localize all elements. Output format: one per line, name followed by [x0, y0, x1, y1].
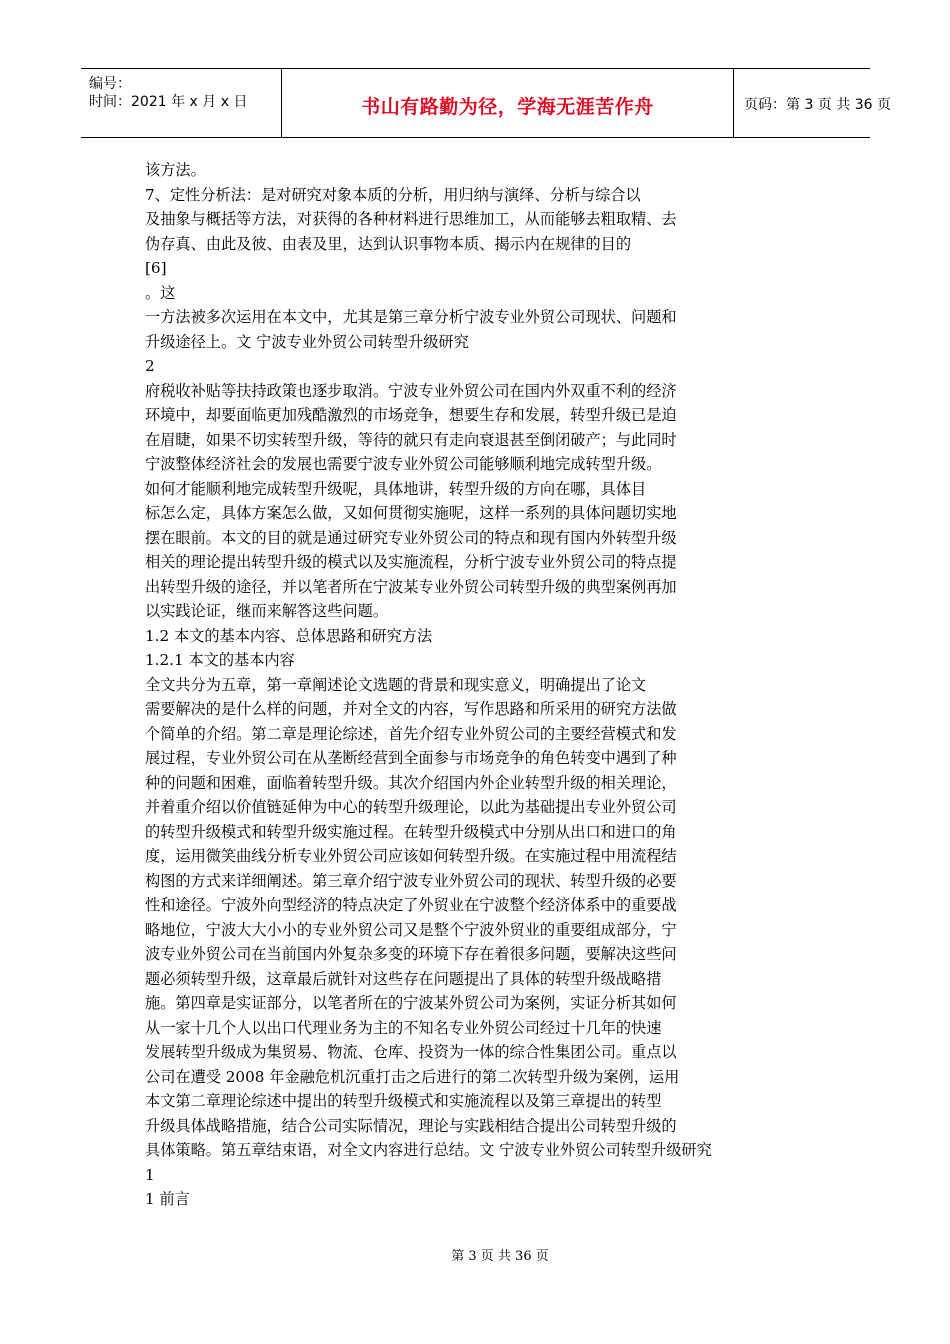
page-footer: 第 3 页 共 36 页	[451, 1249, 549, 1264]
body-line: 环境中，却要面临更加残酷激烈的市场竞争，想要生存和发展，转型升级已是迫	[145, 406, 677, 424]
body-line: 该方法。	[145, 161, 206, 179]
body-line: 本文第二章理论综述中提出的转型升级模式和实施流程以及第三章提出的转型	[145, 1092, 662, 1110]
header-motto: 书山有路勤为径，学海无涯苦作舟	[361, 96, 654, 118]
doc-number-label: 编号：	[89, 76, 131, 92]
body-line: 具体策略。第五章结束语，对全文内容进行总结。文 宁波专业外贸公司转型升级研究	[145, 1141, 712, 1159]
body-line: 并着重介绍以价值链延伸为中心的转型升级理论，以此为基础提出专业外贸公司	[145, 798, 677, 816]
header-right-cell	[734, 69, 891, 137]
body-line: 1.2.1 本文的基本内容	[145, 651, 295, 669]
body-line: 1.2 本文的基本内容、总体思路和研究方法	[145, 626, 433, 645]
header-left-cell	[81, 69, 281, 137]
body-line: 全文共分为五章，第一章阐述论文选题的背景和现实意义，明确提出了论文	[145, 675, 647, 694]
body-line: 摆在眼前。本文的目的就是通过研究专业外贸公司的特点和现有国内外转型升级	[145, 528, 677, 547]
body-line: 及抽象与概括等方法，对获得的各种材料进行思维加工，从而能够去粗取精、去	[145, 210, 677, 228]
body-line: 波专业外贸公司在当前国内外复杂多变的环境下存在着很多问题，要解决这些问	[145, 945, 677, 963]
body-line: 伪存真、由此及彼、由表及里，达到认识事物本质、揭示内在规律的目的	[145, 234, 631, 253]
body-line: 以实践论证，继而来解答这些问题。	[145, 602, 388, 620]
body-line: 1 前言	[145, 1190, 190, 1208]
header-motto-cell	[281, 69, 734, 137]
body-line: 1	[145, 1165, 155, 1184]
body-line: 展过程，专业外贸公司在从垄断经营到全面参与市场竞争的角色转变中遇到了种	[145, 749, 677, 767]
body-line: 如何才能顺利地完成转型升级呢，具体地讲，转型升级的方向在哪，具体目	[145, 479, 647, 498]
body-line: 标怎么定，具体方案怎么做，又如何贯彻实施呢，这样一系列的具体问题切实地	[145, 504, 677, 522]
body-line: 构图的方式来详细阐述。第三章介绍宁波专业外贸公司的现状、转型升级的必要	[145, 871, 677, 890]
date-label: 时间：2021 年 x 月 x 日	[89, 94, 248, 110]
body-line: 升级途径上。文 宁波专业外贸公司转型升级研究	[145, 332, 469, 351]
body-line: 府税收补贴等扶持政策也逐步取消。宁波专业外贸公司在国内外双重不利的经济	[145, 381, 677, 400]
body-line: 略地位，宁波大大小小的专业外贸公司又是整个宁波外贸业的重要组成部分，宁	[145, 920, 677, 939]
body-line: 在眉睫，如果不切实转型升级，等待的就只有走向衰退甚至倒闭破产；与此同时	[145, 430, 677, 449]
body-line: 需要解决的是什么样的问题，并对全文的内容，写作思路和所采用的研究方法做	[145, 700, 677, 718]
body-line: 出转型升级的途径，并以笔者所在宁波某专业外贸公司转型升级的典型案例再加	[145, 577, 677, 596]
body-line: 施。第四章是实证部分，以笔者所在的宁波某外贸公司为案例，实证分析其如何	[145, 994, 677, 1012]
body-line: [6]	[145, 259, 167, 277]
body-line: 公司在遭受 2008 年金融危机沉重打击之后进行的第二次转型升级为案例，运用	[145, 1067, 680, 1086]
body-line: 题必须转型升级，这章最后就针对这些存在问题提出了具体的转型升级战略措	[145, 969, 662, 988]
body-line: 一方法被多次运用在本文中，尤其是第三章分析宁波专业外贸公司现状、问题和	[145, 308, 677, 326]
body-line: 度，运用微笑曲线分析专业外贸公司应该如何转型升级。在实施过程中用流程结	[145, 847, 677, 865]
body-line: 宁波整体经济社会的发展也需要宁波专业外贸公司能够顺利地完成转型升级。	[145, 455, 662, 473]
body-line: 个简单的介绍。第二章是理论综述，首先介绍专业外贸公司的主要经营模式和发	[145, 724, 677, 743]
body-line: 升级具体战略措施，结合公司实际情况，理论与实践相结合提出公司转型升级的	[145, 1116, 677, 1135]
body-line: 从一家十几个人以出口代理业务为主的不知名专业外贸公司经过十几年的快速	[145, 1018, 662, 1037]
body-line: 种的问题和困难，面临着转型升级。其次介绍国内外企业转型升级的相关理论，	[145, 773, 677, 792]
body-line: 发展转型升级成为集贸易、物流、仓库、投资为一体的综合性集团公司。重点以	[145, 1043, 677, 1061]
body-line: 性和途径。宁波外向型经济的特点决定了外贸业在宁波整个经济体系中的重要战	[145, 896, 677, 914]
body-line: 7、定性分析法：是对研究对象本质的分析，用归纳与演绎、分析与综合以	[145, 185, 641, 204]
page-header	[81, 68, 891, 138]
body-line: 2	[145, 357, 155, 375]
header-page-info: 页码：第 3 页 共 36 页	[744, 97, 891, 113]
body-line: 相关的理论提出转型升级的模式以及实施流程，分析宁波专业外贸公司的特点提	[145, 553, 677, 571]
document-body	[145, 158, 825, 1212]
body-line: 。这	[145, 283, 176, 302]
body-line: 的转型升级模式和转型升级实施过程。在转型升级模式中分别从出口和进口的角	[145, 822, 677, 841]
